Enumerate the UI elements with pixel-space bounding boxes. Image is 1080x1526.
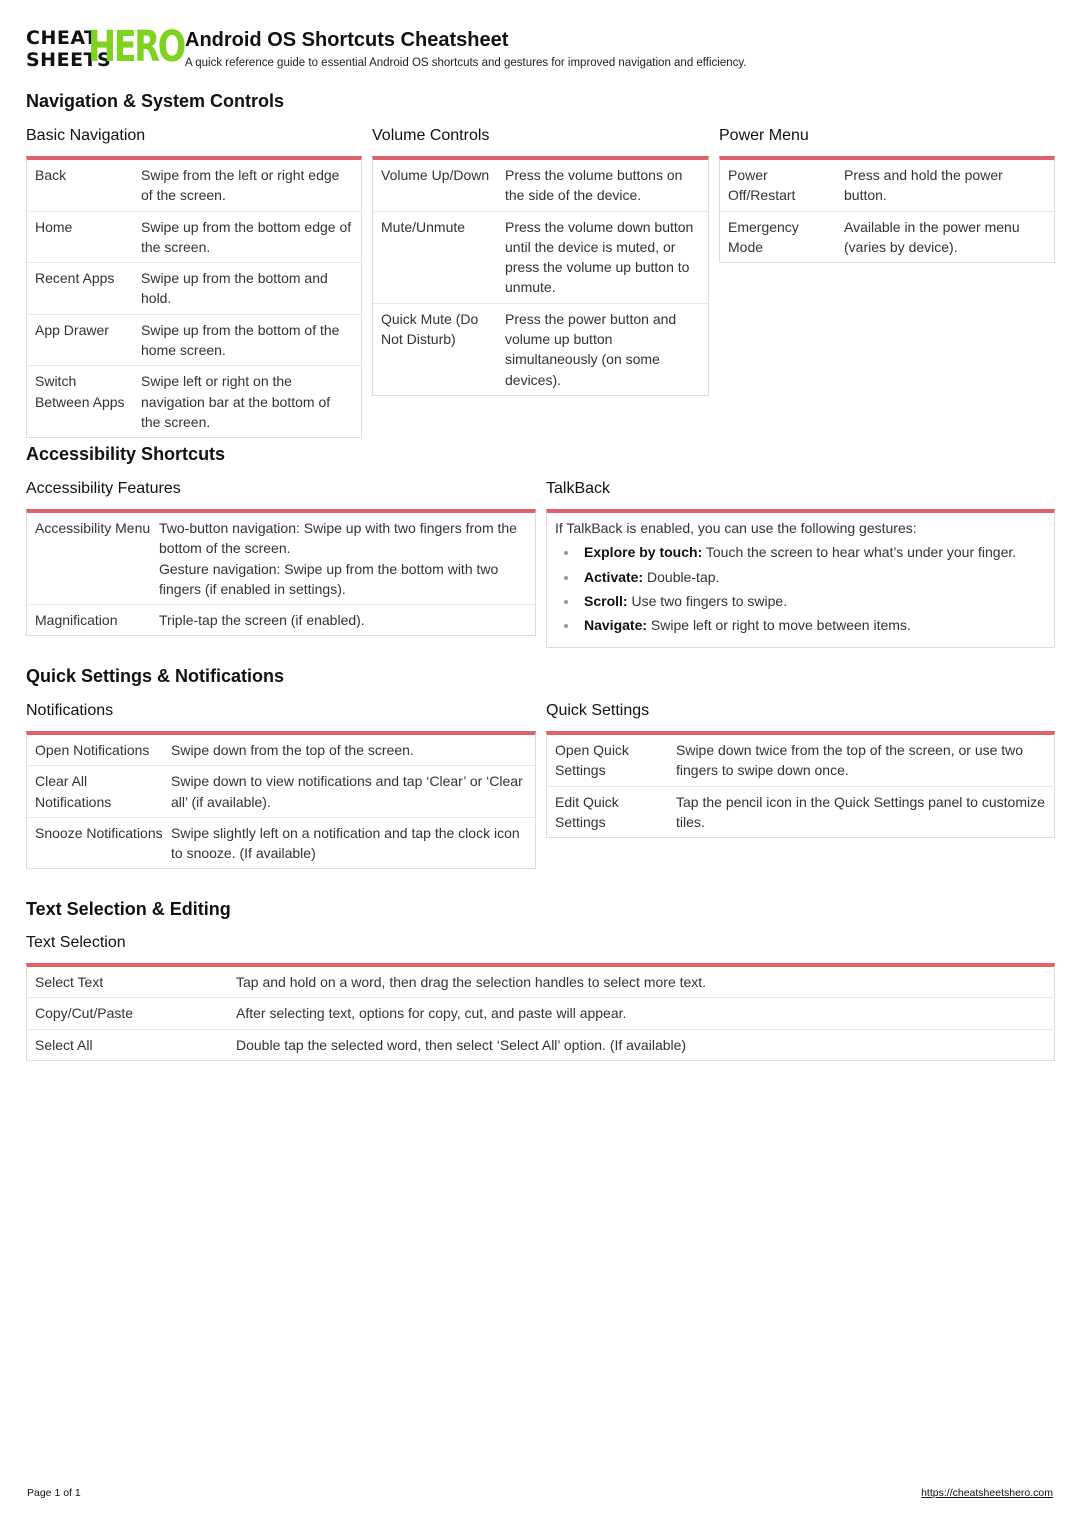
shortcut-key: Open Notifications — [35, 742, 150, 758]
shortcut-desc: Swipe down from the top of the screen. — [171, 742, 414, 758]
shortcut-desc: Swipe down to view notifications and tap ‘Clear’ or ‘Clear all’ (if available). — [171, 773, 523, 810]
card-accessibility-features — [26, 479, 536, 636]
shortcut-table — [26, 731, 536, 869]
shortcut-key: App Drawer — [35, 321, 109, 338]
site-link[interactable]: https://cheatsheetshero.com — [921, 1487, 1053, 1499]
shortcut-desc: After selecting text, options for copy, cut, and paste will appear. — [236, 1005, 627, 1022]
shortcut-key: Accessibility Menu — [35, 520, 151, 536]
shortcut-desc: Swipe down twice from the top of the screen, or use two fingers to swipe down once. — [676, 742, 1024, 779]
section-title-text-selection: Text Selection & Editing — [26, 899, 231, 919]
desc-line: Two-button navigation: Swipe up with two fingers from the bottom of the screen. — [159, 520, 517, 557]
card-title: TalkBack — [546, 480, 611, 497]
card-title: Quick Settings — [546, 702, 650, 719]
shortcut-key: Volume Up/Down — [381, 167, 490, 183]
shortcut-desc: Double tap the selected word, then select ‘Select All’ option. (If available) — [236, 1036, 687, 1053]
shortcut-key: Edit Quick Settings — [555, 793, 619, 830]
shortcut-table — [26, 156, 362, 438]
card-title: Notifications — [26, 702, 114, 719]
table-row — [27, 998, 1054, 1029]
table-row — [27, 605, 535, 635]
page-subtitle: A quick reference guide to essential Android OS shortcuts and gestures for improved navigation and efficiency. — [185, 57, 747, 69]
table-row — [27, 1030, 1054, 1060]
gesture-name: Navigate: — [584, 617, 648, 634]
logo-hero: HERO — [88, 22, 184, 72]
table-row — [373, 304, 708, 395]
card-quick-settings — [546, 701, 1055, 838]
section-title-quick-settings: Quick Settings & Notifications — [26, 666, 285, 686]
logo-cheat: CHEAT — [26, 27, 98, 49]
shortcut-desc: Available in the power menu (varies by device). — [844, 218, 1020, 255]
section-title-accessibility: Accessibility Shortcuts — [26, 444, 226, 464]
shortcut-key: Mute/Unmute — [381, 218, 466, 235]
shortcut-desc: Triple-tap the screen (if enabled). — [159, 612, 365, 629]
card-title: Text Selection — [26, 934, 126, 951]
shortcut-table — [372, 156, 709, 396]
table-row — [27, 366, 361, 437]
gesture-desc: Use two fingers to swipe. — [627, 592, 788, 609]
shortcut-key: Snooze Notifications — [35, 824, 163, 841]
gesture-desc: Double-tap. — [643, 568, 720, 585]
shortcut-key: Home — [35, 218, 73, 235]
card-title: Volume Controls — [372, 127, 490, 144]
shortcut-key: Select Text — [35, 974, 104, 990]
shortcut-desc: Press the volume down button until the device is muted, or press the volume up button to unmute. — [505, 218, 694, 296]
shortcut-desc: Swipe slightly left on a notification and tap the clock icon to snooze. (If available) — [171, 824, 520, 862]
shortcut-desc: Press and hold the power button. — [844, 167, 1003, 204]
card-talkback — [546, 479, 1055, 648]
table-row — [547, 787, 1054, 838]
gesture-name: Activate: — [584, 568, 644, 585]
list-item — [555, 615, 1046, 635]
shortcut-desc: Swipe up from the bottom of the home screen. — [141, 321, 340, 359]
table-row — [27, 160, 361, 212]
talkback-intro: If TalkBack is enabled, you can use the following gestures: — [555, 520, 917, 536]
table-row — [27, 766, 535, 818]
shortcut-key: Back — [35, 167, 67, 183]
card-title: Power Menu — [719, 127, 809, 144]
gesture-name: Scroll: — [584, 592, 628, 609]
shortcut-key: Open Quick Settings — [555, 742, 629, 779]
list-item — [555, 542, 1046, 562]
gesture-name: Explore by touch: — [584, 544, 703, 561]
shortcut-key: Magnification — [35, 612, 118, 629]
shortcut-key: Power Off/Restart — [728, 167, 796, 204]
table-row — [720, 160, 1054, 212]
card-text-selection — [26, 933, 1055, 1061]
shortcut-desc — [159, 518, 527, 599]
talkback-panel — [546, 509, 1055, 648]
page-number: Page 1 of 1 — [27, 1487, 81, 1499]
card-title: Basic Navigation — [26, 127, 146, 144]
cheatsheetshero-logo[interactable] — [26, 22, 184, 72]
table-row — [27, 212, 361, 264]
shortcut-key: Emergency Mode — [728, 218, 799, 255]
card-notifications — [26, 701, 536, 869]
shortcut-desc: Swipe left or right on the navigation bar at the bottom of the screen. — [141, 373, 331, 430]
shortcut-key: Switch Between Apps — [35, 373, 125, 410]
shortcut-table — [26, 509, 536, 636]
section-title-navigation: Navigation & System Controls — [26, 91, 285, 111]
shortcut-table — [719, 156, 1055, 263]
card-power-menu — [719, 126, 1055, 263]
gesture-desc: Swipe left or right to move between items. — [647, 617, 911, 634]
gesture-list — [555, 542, 1046, 635]
list-item — [555, 591, 1046, 611]
shortcut-desc: Press the power button and volume up button simultaneously (on some devices). — [505, 310, 677, 388]
table-row — [373, 160, 708, 212]
page-title: Android OS Shortcuts Cheatsheet — [185, 29, 509, 51]
shortcut-key: Clear All Notifications — [35, 773, 112, 810]
card-title: Accessibility Features — [26, 480, 181, 497]
shortcut-table — [546, 731, 1055, 838]
shortcut-desc: Swipe up from the bottom edge of the screen. — [141, 218, 352, 255]
table-row — [27, 513, 535, 605]
table-row — [373, 212, 708, 304]
gesture-desc: Touch the screen to hear what’s under your finger. — [702, 544, 1017, 561]
shortcut-table — [26, 963, 1055, 1061]
table-row — [27, 263, 361, 315]
table-row — [720, 212, 1054, 263]
logo-sheets: SHEETS — [26, 49, 112, 71]
shortcut-key: Recent Apps — [35, 270, 115, 287]
table-row — [27, 967, 1054, 998]
table-row — [27, 315, 361, 367]
card-volume-controls — [372, 126, 709, 396]
list-item — [555, 567, 1046, 587]
shortcut-desc: Tap the pencil icon in the Quick Settings panel to customize tiles. — [676, 793, 1045, 830]
shortcut-key: Quick Mute (Do Not Disturb) — [381, 310, 479, 348]
table-row — [27, 735, 535, 766]
shortcut-desc: Swipe up from the bottom and hold. — [141, 270, 328, 307]
shortcut-key: Copy/Cut/Paste — [35, 1005, 134, 1022]
table-row — [27, 818, 535, 869]
shortcut-desc: Tap and hold on a word, then drag the selection handles to select more text. — [236, 974, 707, 990]
table-row — [547, 735, 1054, 787]
desc-line: Gesture navigation: Swipe up from the bottom with two fingers (if enabled in settings). — [159, 560, 499, 597]
shortcut-key: Select All — [35, 1036, 93, 1053]
page-header — [26, 22, 1056, 73]
card-basic-navigation — [26, 126, 362, 438]
shortcut-desc: Swipe from the left or right edge of the screen. — [141, 167, 340, 204]
shortcut-desc: Press the volume buttons on the side of the device. — [505, 167, 683, 204]
